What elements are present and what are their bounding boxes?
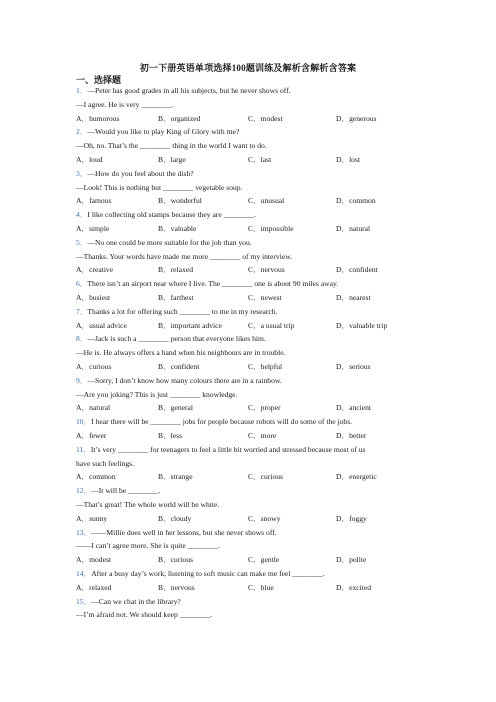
answer-option[interactable]: B．wonderful [158, 196, 202, 206]
answer-option[interactable]: A．usual advice [76, 320, 127, 330]
answer-option[interactable]: C．more [248, 431, 277, 440]
question-number: 15． [76, 596, 92, 606]
answer-option[interactable]: C．newest [248, 293, 282, 302]
answer-option[interactable]: B．important advice [158, 320, 222, 330]
answer-option[interactable]: B．curious [158, 555, 194, 565]
answer-option[interactable]: A．sunny [76, 513, 108, 523]
question-line [76, 100, 416, 109]
answer-option[interactable]: A．humorous [76, 113, 120, 123]
question-text: —Would you like to play King of Glory with me? [87, 127, 240, 137]
option-row [76, 224, 396, 233]
answer-option[interactable]: D．natural [336, 224, 371, 233]
question-text: —How do you feel about the dish? [87, 168, 194, 178]
question-text: I hear there will be ________ jobs for people because robots will do some of the jobs. [91, 417, 353, 427]
answer-option[interactable]: D．lost [336, 155, 361, 164]
answer-option[interactable]: B．less [158, 431, 183, 440]
question-text: —Can we chat in the library? [91, 596, 181, 606]
answer-option[interactable]: B．farthest [158, 293, 194, 302]
question-text: —He is. He always offers a hand when his neighbours are in trouble. [76, 348, 286, 358]
question-text: —Sorry, I don’t know how many colours there are in a rainbow. [87, 375, 282, 385]
answer-option[interactable]: C．curious [248, 472, 284, 482]
question-text: There isn’t an airport near where I live. The ________ one is about 90 miles away. [87, 279, 339, 289]
question-number: 5． [76, 237, 88, 247]
answer-option[interactable]: C．nervous [248, 265, 285, 275]
answer-option[interactable]: D．ancient [336, 403, 372, 413]
answer-option[interactable]: B．large [158, 155, 186, 164]
answer-option[interactable]: A．natural [76, 403, 111, 413]
question-number: 1． [76, 86, 88, 95]
question-stem [76, 569, 416, 578]
option-row [76, 514, 396, 523]
option-row [76, 321, 396, 330]
section-heading: 一、选择题 [76, 75, 122, 85]
question-number: 7． [76, 306, 88, 316]
answer-option[interactable]: D．valuable trip [336, 320, 388, 330]
question-stem [76, 376, 416, 385]
option-row [76, 583, 396, 592]
answer-option[interactable]: A．relaxed [76, 582, 112, 592]
option-row [76, 431, 396, 440]
question-number: 14． [76, 569, 92, 578]
question-line [76, 252, 416, 261]
question-stem [76, 307, 416, 316]
answer-option[interactable]: B．cloudy [158, 513, 192, 523]
question-text: —Oh, no. That’s the ________ thing in the world I want to do. [76, 141, 267, 151]
answer-option[interactable]: D．confident [336, 265, 378, 275]
answer-option[interactable]: A．famous [76, 196, 112, 206]
answer-option[interactable]: C．impossible [248, 224, 294, 233]
question-text: After a busy day’s work, listening to soft music can make me feel ________. [91, 569, 325, 578]
answer-option[interactable]: C．helpful [248, 362, 283, 371]
option-row [76, 114, 396, 123]
answer-option[interactable]: C．snowy [248, 513, 281, 523]
question-stem [76, 86, 416, 95]
answer-option[interactable]: A．loud [76, 155, 103, 164]
question-text: —I agree. He is very ________. [76, 99, 174, 109]
answer-option[interactable]: D．serious [336, 362, 371, 371]
question-text: —No one could be more suitable for the job than you. [87, 237, 252, 247]
answer-option[interactable]: A．modest [76, 555, 112, 565]
answer-option[interactable]: C．blue [248, 582, 274, 592]
answer-option[interactable]: B．organized [158, 113, 201, 123]
question-number: 13． [76, 527, 92, 537]
question-line [76, 541, 416, 550]
question-line [76, 500, 416, 509]
option-row [76, 472, 396, 481]
question-stem [76, 169, 416, 178]
question-text: —Peter has good grades in all his subjects, but he never shows off. [87, 86, 291, 95]
question-text: Thanks a lot for offering such ________ to me in my research. [87, 306, 278, 316]
answer-option[interactable]: A．simple [76, 224, 110, 233]
option-row [76, 362, 396, 371]
question-number: 9． [76, 375, 88, 385]
question-stem [76, 445, 416, 454]
question-text: —Are you joking? This is just ________ knowledge. [76, 389, 238, 399]
option-row [76, 555, 396, 564]
question-number: 10． [76, 417, 92, 427]
option-row [76, 293, 396, 302]
question-text: It’s very ________ for teenagers to feel a little bit worried and stressed because most of us [90, 444, 366, 454]
question-stem [76, 597, 416, 606]
question-text: have such feelings. [76, 458, 134, 468]
question-number: 4． [76, 210, 88, 220]
answer-option[interactable]: A．creative [76, 265, 114, 275]
question-number: 11． [76, 444, 91, 454]
answer-option[interactable]: C．gentle [248, 555, 280, 565]
answer-option[interactable]: D．energetic [336, 472, 377, 482]
question-number: 2． [76, 127, 88, 137]
answer-option[interactable]: C．proper [248, 403, 281, 413]
question-number: 6． [76, 279, 88, 289]
answer-option[interactable]: B．confident [158, 362, 200, 371]
question-text: I like collecting old stamps because they are ________. [87, 210, 256, 220]
question-line [76, 459, 416, 468]
answer-option[interactable]: B．relaxed [158, 265, 194, 275]
answer-option[interactable]: A．fewer [76, 431, 107, 440]
question-text: ——Millie does well in her lessons, but she never shows off. [91, 527, 277, 537]
question-text: —It will be ________. [91, 486, 161, 496]
answer-option[interactable]: B．valuable [158, 224, 197, 233]
answer-option[interactable]: B．general [158, 403, 194, 413]
question-stem [76, 127, 416, 136]
answer-option[interactable]: C．unusual [248, 196, 285, 206]
option-row [76, 265, 396, 274]
question-number: 8． [76, 334, 88, 344]
answer-option[interactable]: A．busiest [76, 293, 111, 302]
answer-option[interactable]: A．curious [76, 362, 112, 371]
answer-option[interactable]: B．nervous [158, 582, 195, 592]
question-stem [76, 486, 416, 495]
option-row [76, 155, 396, 164]
question-text: —Jack is such a ________ person that everyone likes him. [87, 334, 266, 344]
question-text: —That’s great! The whole world will be white. [76, 500, 220, 509]
question-stem [76, 210, 416, 219]
question-line [76, 348, 416, 357]
option-row [76, 403, 396, 412]
answer-option[interactable]: D．foggy [336, 513, 367, 523]
answer-option[interactable]: C．modest [248, 113, 283, 123]
question-text: —Thanks. Your words have made me more ________ of my interview. [76, 251, 293, 261]
question-text: —Look! This is nothing but ________ vegetable soup. [76, 182, 243, 192]
answer-option[interactable]: B．strange [158, 472, 193, 482]
question-number: 3． [76, 168, 88, 178]
answer-option[interactable]: D．common [336, 196, 376, 206]
answer-option[interactable]: D．generous [336, 113, 377, 123]
document-title: 初一下册英语单项选择100题训练及解析含解析含答案 [139, 63, 357, 73]
answer-option[interactable]: D．better [336, 431, 367, 440]
answer-option[interactable]: A．common [76, 472, 116, 482]
question-stem [76, 528, 416, 537]
question-line [76, 610, 416, 619]
question-line [76, 390, 416, 399]
question-stem [76, 334, 416, 343]
question-stem [76, 417, 416, 426]
question-stem [76, 279, 416, 288]
answer-option[interactable]: D．nearest [336, 293, 371, 302]
answer-option[interactable]: C．a usual trip [248, 320, 295, 330]
answer-option[interactable]: D．excited [336, 582, 372, 592]
question-text: —I’m afraid not. We should keep ________. [76, 610, 212, 620]
answer-option[interactable]: D．polite [336, 555, 367, 565]
question-line [76, 183, 416, 192]
question-number: 12． [76, 486, 92, 496]
question-stem [76, 238, 416, 247]
question-line [76, 141, 416, 150]
question-text: ——I can’t agree more. She is quite ________. [76, 541, 220, 551]
option-row [76, 196, 396, 205]
answer-option[interactable]: C．last [248, 155, 272, 164]
